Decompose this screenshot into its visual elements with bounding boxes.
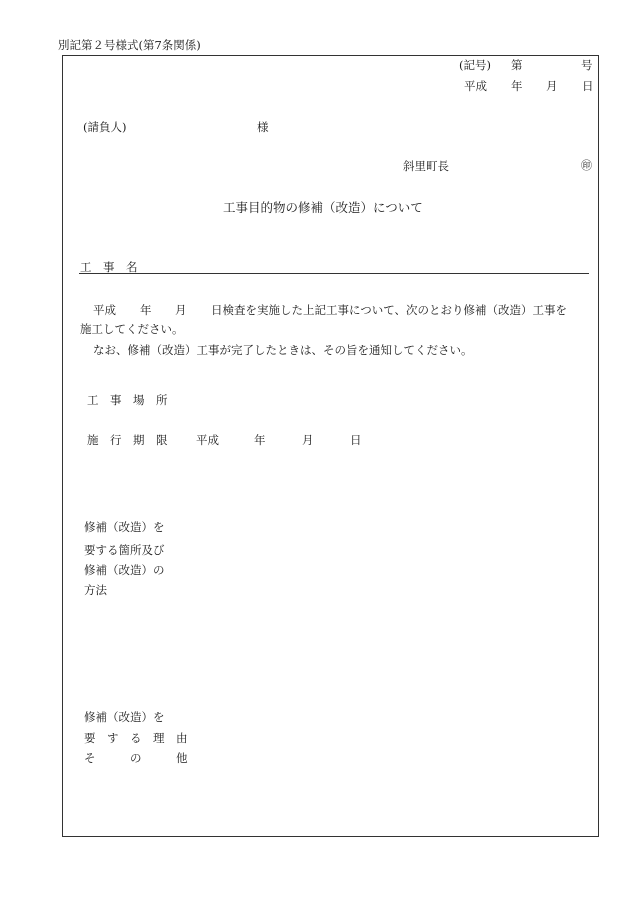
deadline-year: 年 bbox=[254, 433, 266, 447]
deadline-month: 月 bbox=[302, 433, 314, 447]
body-month: 月 bbox=[175, 303, 187, 317]
body-era: 平成 bbox=[93, 303, 116, 317]
body-line1-rest: 日検査を実施した上記工事について、次のとおり修補（改造）工事を bbox=[211, 303, 568, 317]
form-label: 別記第２号様式(第7条関係) bbox=[58, 38, 201, 52]
doc-number-dai: 第 bbox=[511, 58, 523, 72]
reasons-label-line: そ の 他 bbox=[84, 751, 188, 765]
places-label-line: 方法 bbox=[84, 583, 107, 597]
date-era: 平成 bbox=[464, 79, 487, 93]
seal-mark: ㊞ bbox=[581, 159, 592, 172]
reasons-label-line: 修補（改造）を bbox=[84, 710, 165, 724]
body-year: 年 bbox=[140, 303, 152, 317]
deadline-day: 日 bbox=[350, 433, 362, 447]
deadline-era: 平成 bbox=[196, 433, 219, 447]
work-name-label: 工 事 名 bbox=[80, 260, 138, 274]
location-label: 工 事 場 所 bbox=[87, 393, 168, 407]
deadline-label: 施 行 期 限 bbox=[87, 433, 168, 447]
date-year: 年 bbox=[511, 79, 523, 93]
places-label-line: 修補（改造）の bbox=[84, 563, 165, 577]
recipient-label: (請負人) bbox=[83, 120, 127, 134]
date-month: 月 bbox=[546, 79, 558, 93]
issuer-title: 斜里町長 bbox=[403, 159, 449, 173]
body-line2: 施工してください。 bbox=[80, 322, 184, 336]
work-name-underline bbox=[79, 273, 589, 274]
recipient-sama: 様 bbox=[257, 120, 269, 134]
places-label-line: 要する箇所及び bbox=[84, 543, 165, 557]
doc-number-gou: 号 bbox=[581, 58, 593, 72]
places-label-line: 修補（改造）を bbox=[84, 520, 165, 534]
reasons-label-line: 要 す る 理 由 bbox=[84, 731, 188, 745]
document-title: 工事目的物の修補（改造）について bbox=[223, 200, 423, 215]
body-line3: なお、修補（改造）工事が完了したときは、その旨を通知してください。 bbox=[93, 343, 473, 357]
doc-number-kigou: (記号) bbox=[459, 58, 491, 72]
date-day: 日 bbox=[582, 79, 594, 93]
